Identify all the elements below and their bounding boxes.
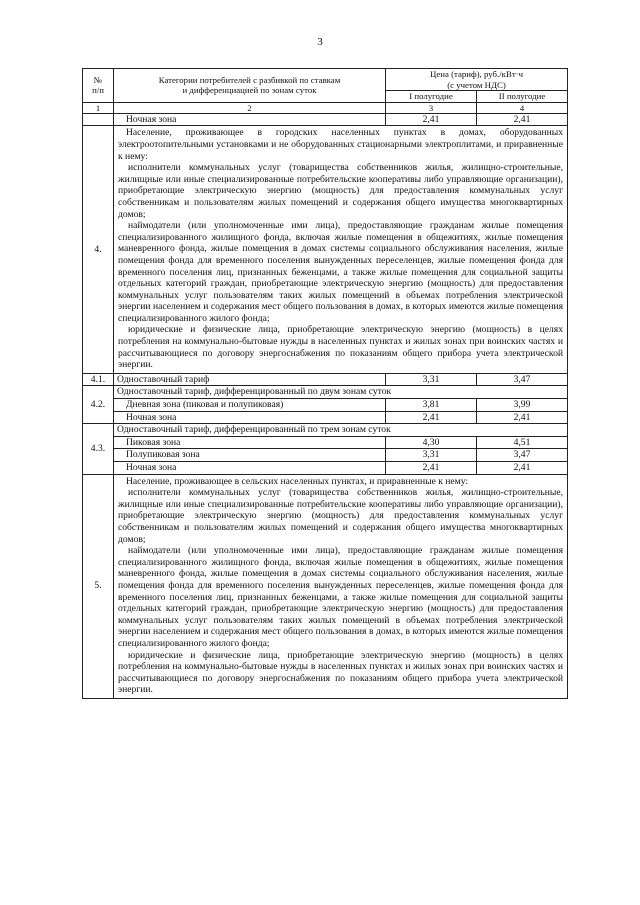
price-h1: 2,41 bbox=[386, 411, 477, 424]
tariff-table bbox=[82, 68, 568, 699]
price-h2: 2,41 bbox=[477, 113, 568, 126]
paragraph: исполнители коммунальных услуг (товарищества собственников жилья, жилищно-строительные, жилищные или иные специализированные потребительские кооперативы либо управляющие организации), приобретающие электрическую энергию (мощность) для предоставления коммунальных услуг собственникам и пользователям жилых помещений и содержания общего имущества многоквартирных домов; bbox=[118, 487, 564, 545]
table-row bbox=[83, 449, 568, 462]
price-h1: 2,41 bbox=[386, 113, 477, 126]
index-3: 3 bbox=[386, 102, 477, 113]
header-category: Категории потребителей с разбивкой по ставкам и дифференциацией по зонам суток bbox=[114, 69, 386, 103]
row-label: Ночная зона bbox=[114, 113, 386, 126]
paragraph: Население, проживающее в городских населенных пунктах в домах, оборудованных электроотопительными установками и не оборудованных стационарными электроплитами, и приравненные к нему: bbox=[118, 127, 564, 162]
row-label: Дневная зона (пиковая и полупиковая) bbox=[114, 399, 386, 412]
index-4: 4 bbox=[477, 102, 568, 113]
header-half2: II полугодие bbox=[477, 91, 568, 103]
row-label: Пиковая зона bbox=[114, 436, 386, 449]
price-h2: 4,51 bbox=[477, 436, 568, 449]
price-h2: 3,99 bbox=[477, 399, 568, 412]
price-h2: 2,41 bbox=[477, 411, 568, 424]
page-number: 3 bbox=[317, 36, 323, 48]
row-title: Одноставочный тариф, дифференцированный по двум зонам суток bbox=[114, 386, 568, 399]
index-2: 2 bbox=[114, 102, 386, 113]
header-price: Цена (тариф), руб./кВт·ч (с учетом НДС) bbox=[386, 69, 568, 91]
header-row bbox=[83, 69, 568, 91]
section-5-row bbox=[83, 474, 568, 698]
row-number: 4.1. bbox=[83, 373, 114, 386]
header-number: № п/п bbox=[83, 69, 114, 103]
table-row bbox=[83, 411, 568, 424]
price-h1: 3,31 bbox=[386, 449, 477, 462]
price-h1: 4,30 bbox=[386, 436, 477, 449]
table-row bbox=[83, 399, 568, 412]
paragraph: юридические и физические лица, приобретающие электрическую энергию (мощность) в целях потребления на коммунально-бытовые нужды в населенных пунктах и жилых зонах при воинских частях и рассчитывающиеся по договору энергоснабжения по показаниям общего прибора учета электрической энергии. bbox=[118, 324, 564, 371]
paragraph: исполнители коммунальных услуг (товарищества собственников жилья, жилищно-строительные, жилищные или иные специализированные потребительские кооперативы либо управляющие организации), приобретающие электрическую энергию (мощность) для предоставления коммунальных услуг собственникам и пользователям жилых помещений и содержания общего имущества многоквартирных домов; bbox=[118, 162, 564, 220]
table-row bbox=[83, 436, 568, 449]
price-h1: 3,31 bbox=[386, 373, 477, 386]
row-label: Ночная зона bbox=[114, 411, 386, 424]
index-row bbox=[83, 102, 568, 113]
table-row bbox=[83, 386, 568, 399]
table-row bbox=[83, 424, 568, 437]
table-row bbox=[83, 462, 568, 475]
row-number: 4.3. bbox=[83, 424, 114, 474]
index-1: 1 bbox=[83, 102, 114, 113]
price-h2: 2,41 bbox=[477, 462, 568, 475]
price-h1: 2,41 bbox=[386, 462, 477, 475]
paragraph: юридические и физические лица, приобретающие электрическую энергию (мощность) в целях потребления на коммунально-бытовые нужды в населенных пунктах и жилых зонах при воинских частях и рассчитывающиеся по договору энергоснабжения по показаниям общего прибора учета электрической энергии. bbox=[118, 649, 564, 696]
paragraph: наймодатели (или уполномоченные ими лица), предоставляющие гражданам жилые помещения специализированного жилищного фонда, включая жилые помещения в общежитиях, жилые помещения маневренного фонда, жилые помещения в домах системы социального обслуживания населения, жилые помещения фонда для временного поселения вынужденных переселенцев, жилые помещения фонда для временного поселения лиц, признанных беженцами, а также жилые помещения для социальной защиты отдельных категорий граждан, приобретающие электрическую энергию (мощность) для предоставления коммунальных услуг пользователям таких жилых помещений в объемах потребления электрической энергии населением и содержания мест общего пользования в домах, в которых имеются жилые помещения специализированного жилого фонда; bbox=[118, 220, 564, 324]
price-h2: 3,47 bbox=[477, 449, 568, 462]
row-title: Одноставочный тариф, дифференцированный по трем зонам суток bbox=[114, 424, 568, 437]
row-label: Одноставочный тариф bbox=[114, 373, 386, 386]
section-4-text bbox=[114, 126, 568, 373]
row-number: 4.2. bbox=[83, 386, 114, 424]
section-4-row bbox=[83, 126, 568, 373]
header-half1: I полугодие bbox=[386, 91, 477, 103]
section-number: 4. bbox=[83, 126, 114, 373]
paragraph: наймодатели (или уполномоченные ими лица), предоставляющие гражданам жилые помещения специализированного жилищного фонда, включая жилые помещения в общежитиях, жилые помещения маневренного фонда, жилые помещения в домах системы социального обслуживания населения, жилые помещения фонда для временного поселения вынужденных переселенцев, жилые помещения фонда для временного поселения лиц, признанных беженцами, а также жилые помещения для социальной защиты отдельных категорий граждан, приобретающие электрическую энергию (мощность) для предоставления коммунальных услуг пользователям таких жилых помещений в объемах потребления электрической энергии населением и содержания мест общего пользования в домах, в которых имеются жилые помещения специализированного жилого фонда; bbox=[118, 545, 564, 649]
section-number: 5. bbox=[83, 474, 114, 698]
table-row bbox=[83, 113, 568, 126]
paragraph: Население, проживающее в сельских населенных пунктах, и приравненные к нему: bbox=[126, 475, 469, 487]
table-row bbox=[83, 373, 568, 386]
row-label: Полупиковая зона bbox=[114, 449, 386, 462]
price-h1: 3,81 bbox=[386, 399, 477, 412]
section-5-text bbox=[114, 474, 568, 698]
price-h2: 3,47 bbox=[477, 373, 568, 386]
row-label: Ночная зона bbox=[114, 462, 386, 475]
